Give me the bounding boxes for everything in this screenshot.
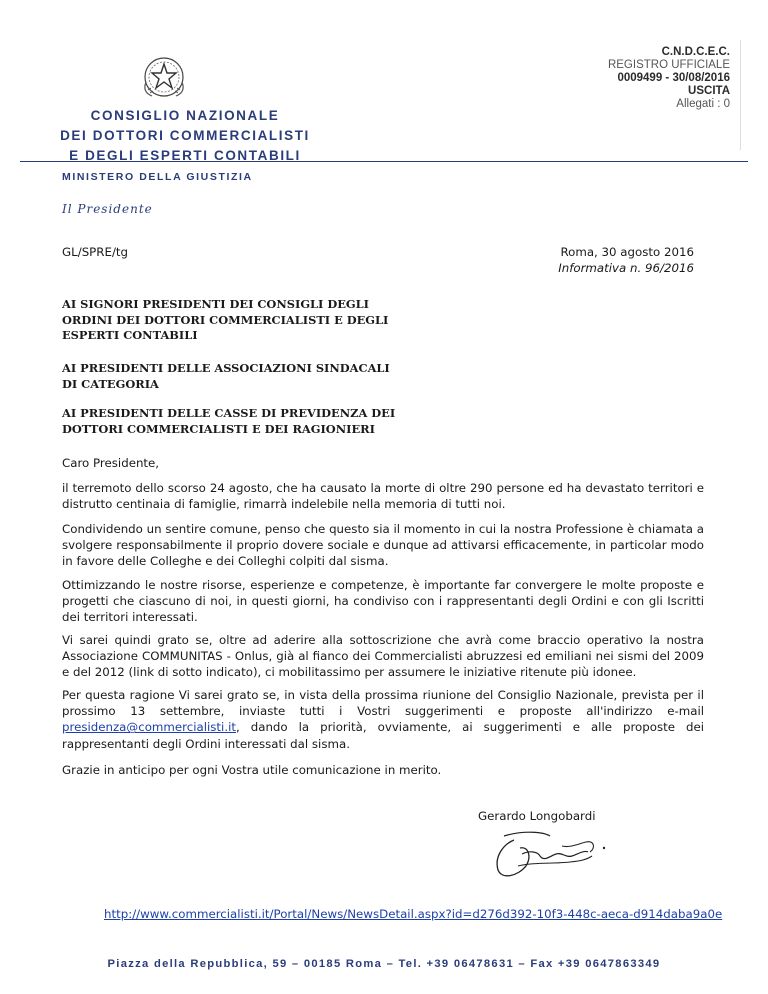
paragraph-5-start: Per questa ragione Vi sarei grato se, in vista della prossima riunione del Consiglio Nazionale, prevista per il prossimo 13 settembre, inviaste tutti i Vostri suggerimenti e proposte all'indirizzo e-mail [62, 688, 704, 719]
date-block [558, 244, 694, 276]
stamp-line5: Allegati : 0 [676, 98, 730, 110]
role-label: Il Presidente [62, 202, 153, 216]
recipient-1: AI SIGNORI PRESIDENTI DEI CONSIGLI DEGLI ORDINI DEI DOTTORI COMMERCIALISTI E DEGLI ESPERTI CONTABILI [62, 297, 389, 342]
paragraph-5-end: , dando la priorità, ovviamente, ai suggerimenti e alle proposte dei rappresentanti degli Ordini interessati dal sisma. [62, 720, 704, 751]
informativa-number: Informativa n. 96/2016 [558, 261, 694, 275]
body-paragraph-4: Vi sarei quindi grato se, oltre ad aderire alla sottoscrizione che avrà come braccio operativo la nostra Associazione COMMUNITAS - Onlus, già al fianco dei Commercialisti abruzzesi ed emiliani nei sismi del 2009 e del 2012 (link di sotto indicato), ci mobilitassimo per assumere le iniziative ritenute più idonee. [62, 633, 704, 680]
closing-line: Grazie in anticipo per ogni Vostra utile comunicazione in merito. [62, 763, 442, 777]
body-paragraph-2: Condividendo un sentire comune, penso che questo sia il momento in cui la nostra Professione è chiamata a svolgere responsabilmente il proprio dovere sociale e dunque ad attivarsi efficacemente, in particolar modo in favore delle Colleghe e dei Colleghi colpiti dal sisma. [62, 522, 704, 569]
signer-name: Gerardo Longobardi [478, 809, 596, 823]
org-name-line3: E DEGLI ESPERTI CONTABILI [69, 148, 301, 163]
body-paragraph-3: Ottimizzando le nostre risorse, esperienze e competenze, è importante far convergere le molte proposte e progetti che ciascuno di noi, in questi giorni, ha condiviso con i rappresentanti degli Ordini e con gli Iscritti dei territori interessati. [62, 578, 704, 625]
ministry-label: MINISTERO DELLA GIUSTIZIA [62, 171, 253, 183]
body-paragraph-5 [62, 687, 704, 752]
registry-stamp [580, 46, 730, 111]
handwritten-signature [474, 826, 634, 886]
email-link[interactable]: presidenza@commercialisti.it [62, 720, 236, 735]
org-name-line2: DEI DOTTORI COMMERCIALISTI [60, 128, 310, 143]
footer-address: Piazza della Repubblica, 59 – 00185 Roma – Tel. +39 06478631 – Fax +39 0647863349 [107, 958, 661, 970]
recipient-3: AI PRESIDENTI DELLE CASSE DI PREVIDENZA DEI DOTTORI COMMERCIALISTI E DEI RAGIONIERI [62, 406, 396, 436]
stamp-line2: REGISTRO UFFICIALE [607, 59, 730, 71]
salutation: Caro Presidente, [62, 456, 160, 470]
recipient-2: AI PRESIDENTI DELLE ASSOCIAZIONI SINDACALI DI CATEGORIA [62, 361, 390, 391]
stamp-line1: C.N.D.C.E.C. [661, 46, 730, 58]
letter-date: Roma, 30 agosto 2016 [560, 245, 694, 259]
header-divider [20, 161, 748, 162]
reference-code: GL/SPRE/tg [62, 245, 129, 259]
stamp-line4: USCITA [688, 85, 730, 97]
org-name-line1: CONSIGLIO NAZIONALE [90, 108, 280, 123]
body-paragraph-1: il terremoto dello scorso 24 agosto, che ha causato la morte di oltre 290 persone ed ha devastato territori e distrutto centinaia di famiglie, rimarrà indelebile nella memoria di tutti noi. [62, 481, 704, 512]
stamp-line3: 0009499 - 30/08/2016 [617, 72, 730, 84]
stamp-border [740, 40, 741, 150]
republic-emblem-icon [138, 52, 190, 100]
news-link[interactable]: http://www.commercialisti.it/Portal/News/NewsDetail.aspx?id=d276d392-10f3-448c-aeca-d914daba9a0e [104, 907, 723, 921]
